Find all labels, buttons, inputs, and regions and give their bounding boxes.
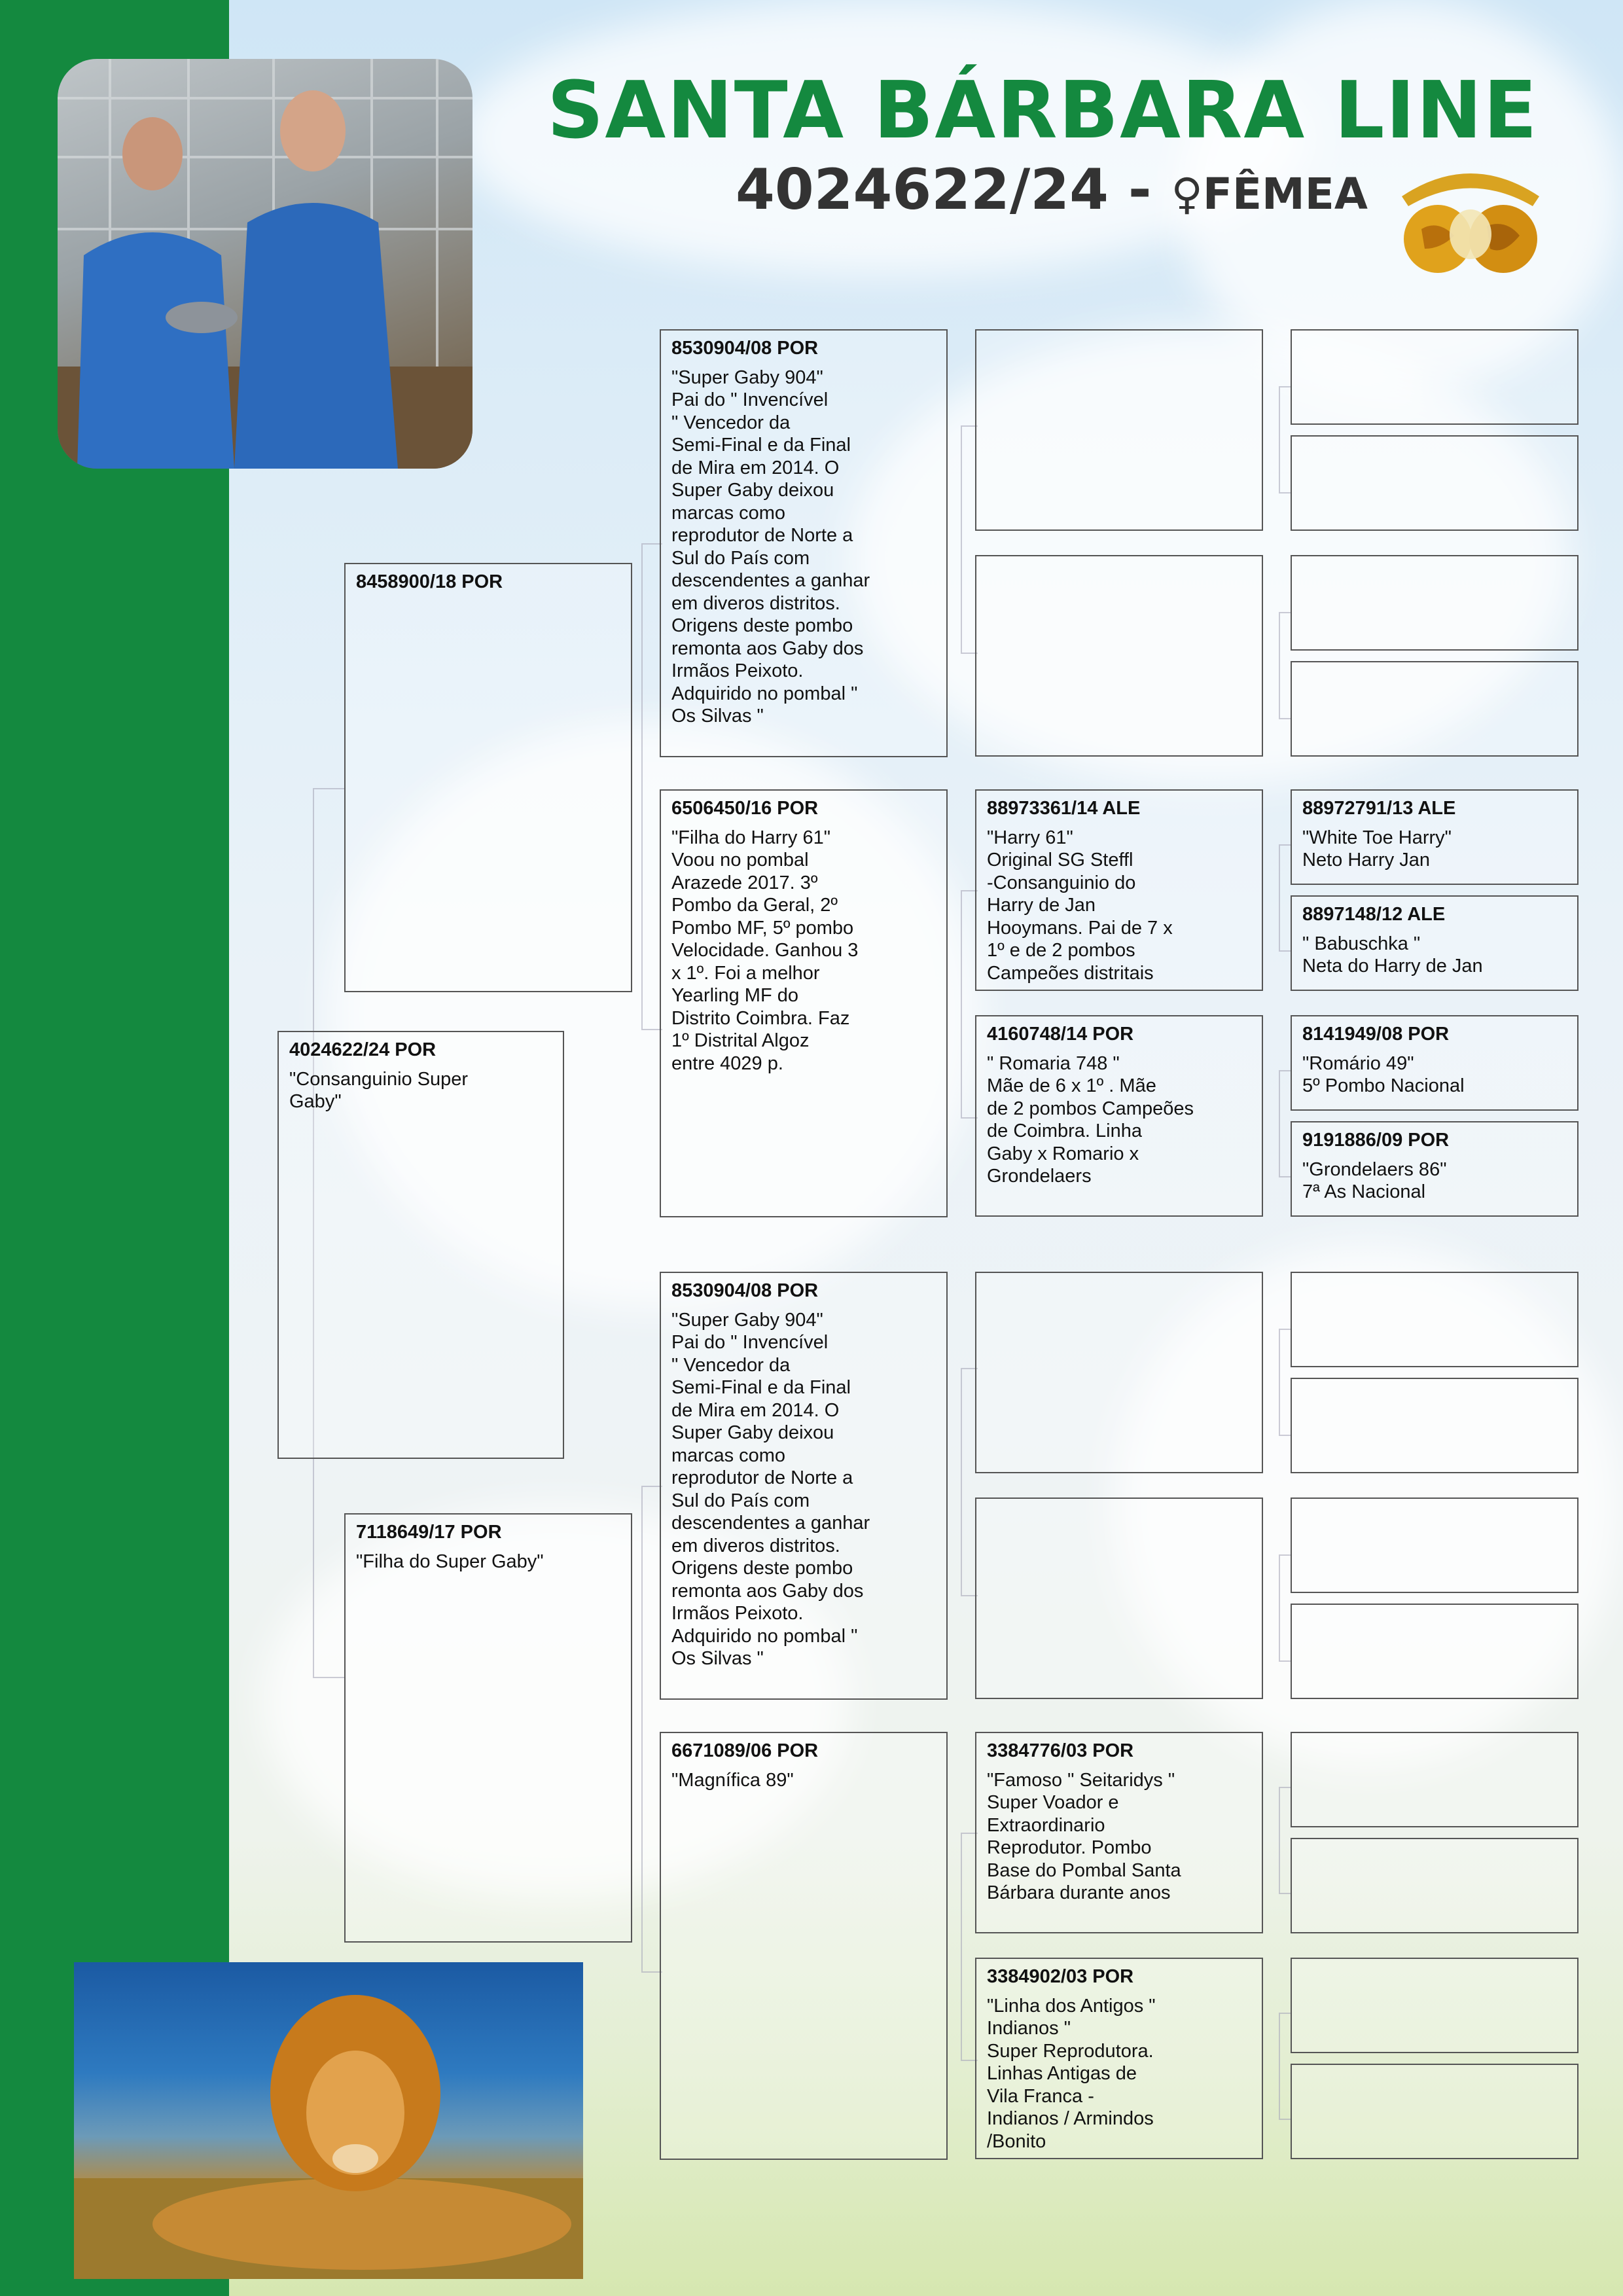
connector-line — [1279, 2013, 1292, 2120]
bird-description: "Grondelaers 86" 7ª As Nacional — [1302, 1158, 1447, 1202]
pedigree-card-empty — [1291, 1378, 1578, 1473]
subject-ring-heading — [736, 157, 1368, 223]
ring-number: 8897148/12 ALE — [1302, 904, 1446, 925]
pedigree-card-subject — [277, 1031, 564, 1459]
ring-number: 3384902/03 POR — [987, 1966, 1134, 1987]
pedigree-card-dam-sire — [660, 1272, 948, 1700]
pedigree-card-empty — [975, 329, 1263, 531]
bird-description: "Filha do Harry 61" Voou no pombal Arazede 2017. 3º Pombo da Geral, 2º Pombo MF, 5º pombo Velocidade. Ganhou 3 x 1º. Foi a melhor Yearling MF do Distrito Coimbra. Faz 1º Distrital Algoz entre 4029 p. — [671, 827, 859, 1074]
globe-logo-icon — [1395, 157, 1546, 275]
pedigree-card-empty — [1291, 555, 1578, 651]
bird-description: "Harry 61" Original SG Steffl -Consanguinio do Harry de Jan Hooymans. Pai de 7 x 1º e de 2 pombos Campeões distritais — [987, 827, 1173, 984]
sex-label: FÊMEA — [1202, 169, 1368, 219]
ring-number: 8530904/08 POR — [671, 338, 819, 359]
pedigree-card-empty — [1291, 661, 1578, 757]
pedigree-card-empty — [1291, 329, 1578, 425]
pedigree-card-empty — [975, 555, 1263, 757]
bird-description: "Linha dos Antigos " Indianos " Super Reprodutora. Linhas Antigas de Vila Franca - Indianos / Armindos /Bonito — [987, 1995, 1156, 2152]
pedigree-card-sire-dam-dam — [975, 1015, 1263, 1217]
lion-photo — [74, 1962, 583, 2279]
connector-line — [1279, 1070, 1292, 1177]
connector-line — [1279, 1554, 1292, 1662]
pedigree-card-sire-dam — [660, 789, 948, 1217]
pedigree-card-dam — [344, 1513, 632, 1943]
pedigree-card-sdsd — [1291, 895, 1578, 991]
ring-number: 3384776/03 POR — [987, 1740, 1134, 1761]
pedigree-card-empty — [1291, 2064, 1578, 2159]
ring-number: 8530904/08 POR — [671, 1280, 819, 1301]
ring-number: 7118649/17 POR — [356, 1522, 502, 1543]
pedigree-card-dam-dam — [660, 1732, 948, 2160]
ring-number: 9191886/09 POR — [1302, 1130, 1450, 1151]
ring-number: 6506450/16 POR — [671, 798, 819, 819]
connector-line — [1279, 612, 1292, 719]
bird-description: "Super Gaby 904" Pai do " Invencível " Vencedor da Semi-Final e da Final de Mira em 2014. O Super Gaby deixou marcas como reprodutor de Norte a Sul do País com descendentes a ganhar em diveros distritos. Origens deste pombo remonta aos Gaby dos Irmãos Peixoto. Adquirido no pombal " Os Silvas " — [671, 367, 870, 726]
pedigree-card-empty — [975, 1272, 1263, 1473]
connector-line — [1279, 1787, 1292, 1894]
pedigree-card-empty — [1291, 1838, 1578, 1933]
bird-description: "Filha do Super Gaby" — [356, 1551, 544, 1572]
pedigree-card-dam-dam-dam — [975, 1958, 1263, 2159]
connector-line — [1279, 386, 1292, 493]
pedigree-card-empty — [1291, 1604, 1578, 1699]
pedigree-card-empty — [1291, 435, 1578, 531]
breeders-photo — [58, 59, 473, 469]
bird-description: "Consanguinio Super Gaby" — [289, 1068, 469, 1112]
pedigree-card-empty — [1291, 1272, 1578, 1367]
bird-description: "Super Gaby 904" Pai do " Invencível " Vencedor da Semi-Final e da Final de Mira em 2014. O Super Gaby deixou marcas como reprodutor de Norte a Sul do País com descendentes a ganhar em diveros distritos. Origens deste pombo remonta aos Gaby dos Irmãos Peixoto. Adquirido no pombal " Os Silvas " — [671, 1309, 870, 1669]
bird-description: "Magnífica 89" — [671, 1769, 794, 1791]
bird-description: "White Toe Harry" Neto Harry Jan — [1302, 827, 1452, 870]
pedigree-card-sire — [344, 563, 632, 992]
ring-number: 8141949/08 POR — [1302, 1024, 1450, 1045]
pedigree-card-sire-sire — [660, 329, 948, 757]
ring-number: 88972791/13 ALE — [1302, 798, 1456, 819]
female-symbol-icon: ♀ — [1171, 169, 1203, 219]
pedigree-card-sdds — [1291, 1015, 1578, 1111]
bird-description: " Romaria 748 " Mãe de 6 x 1º . Mãe de 2 pombos Campeões de Coimbra. Linha Gaby x Romario x Grondelaers — [987, 1052, 1194, 1187]
connector-line — [1279, 1329, 1292, 1436]
ring-number: 4024622/24 POR — [289, 1039, 437, 1060]
bird-description: "Romário 49" 5º Pombo Nacional — [1302, 1052, 1465, 1096]
ring-number: 8458900/18 POR — [356, 571, 503, 592]
ring-number: 6671089/06 POR — [671, 1740, 819, 1761]
pedigree-card-empty — [1291, 1958, 1578, 2053]
pedigree-card-empty — [1291, 1732, 1578, 1827]
connector-line — [1279, 844, 1292, 952]
bird-description: " Babuschka " Neta do Harry de Jan — [1302, 933, 1483, 977]
pedigree-card-sire-dam-sire — [975, 789, 1263, 991]
bird-description: "Famoso " Seitaridys " Super Voador e Extraordinario Reprodutor. Pombo Base do Pombal Santa Bárbara durante anos — [987, 1769, 1181, 1903]
ring-number: 4160748/14 POR — [987, 1024, 1134, 1045]
ring-number: 88973361/14 ALE — [987, 798, 1141, 819]
pedigree-card-dam-dam-sire — [975, 1732, 1263, 1933]
subject-ring-title: 4024622/24 - — [736, 157, 1152, 223]
page-title: SANTA BÁRBARA LINE — [547, 65, 1539, 156]
pedigree-card-sddd — [1291, 1121, 1578, 1217]
pedigree-card-empty — [975, 1498, 1263, 1699]
pedigree-card-empty — [1291, 1498, 1578, 1593]
pedigree-card-sdss — [1291, 789, 1578, 885]
